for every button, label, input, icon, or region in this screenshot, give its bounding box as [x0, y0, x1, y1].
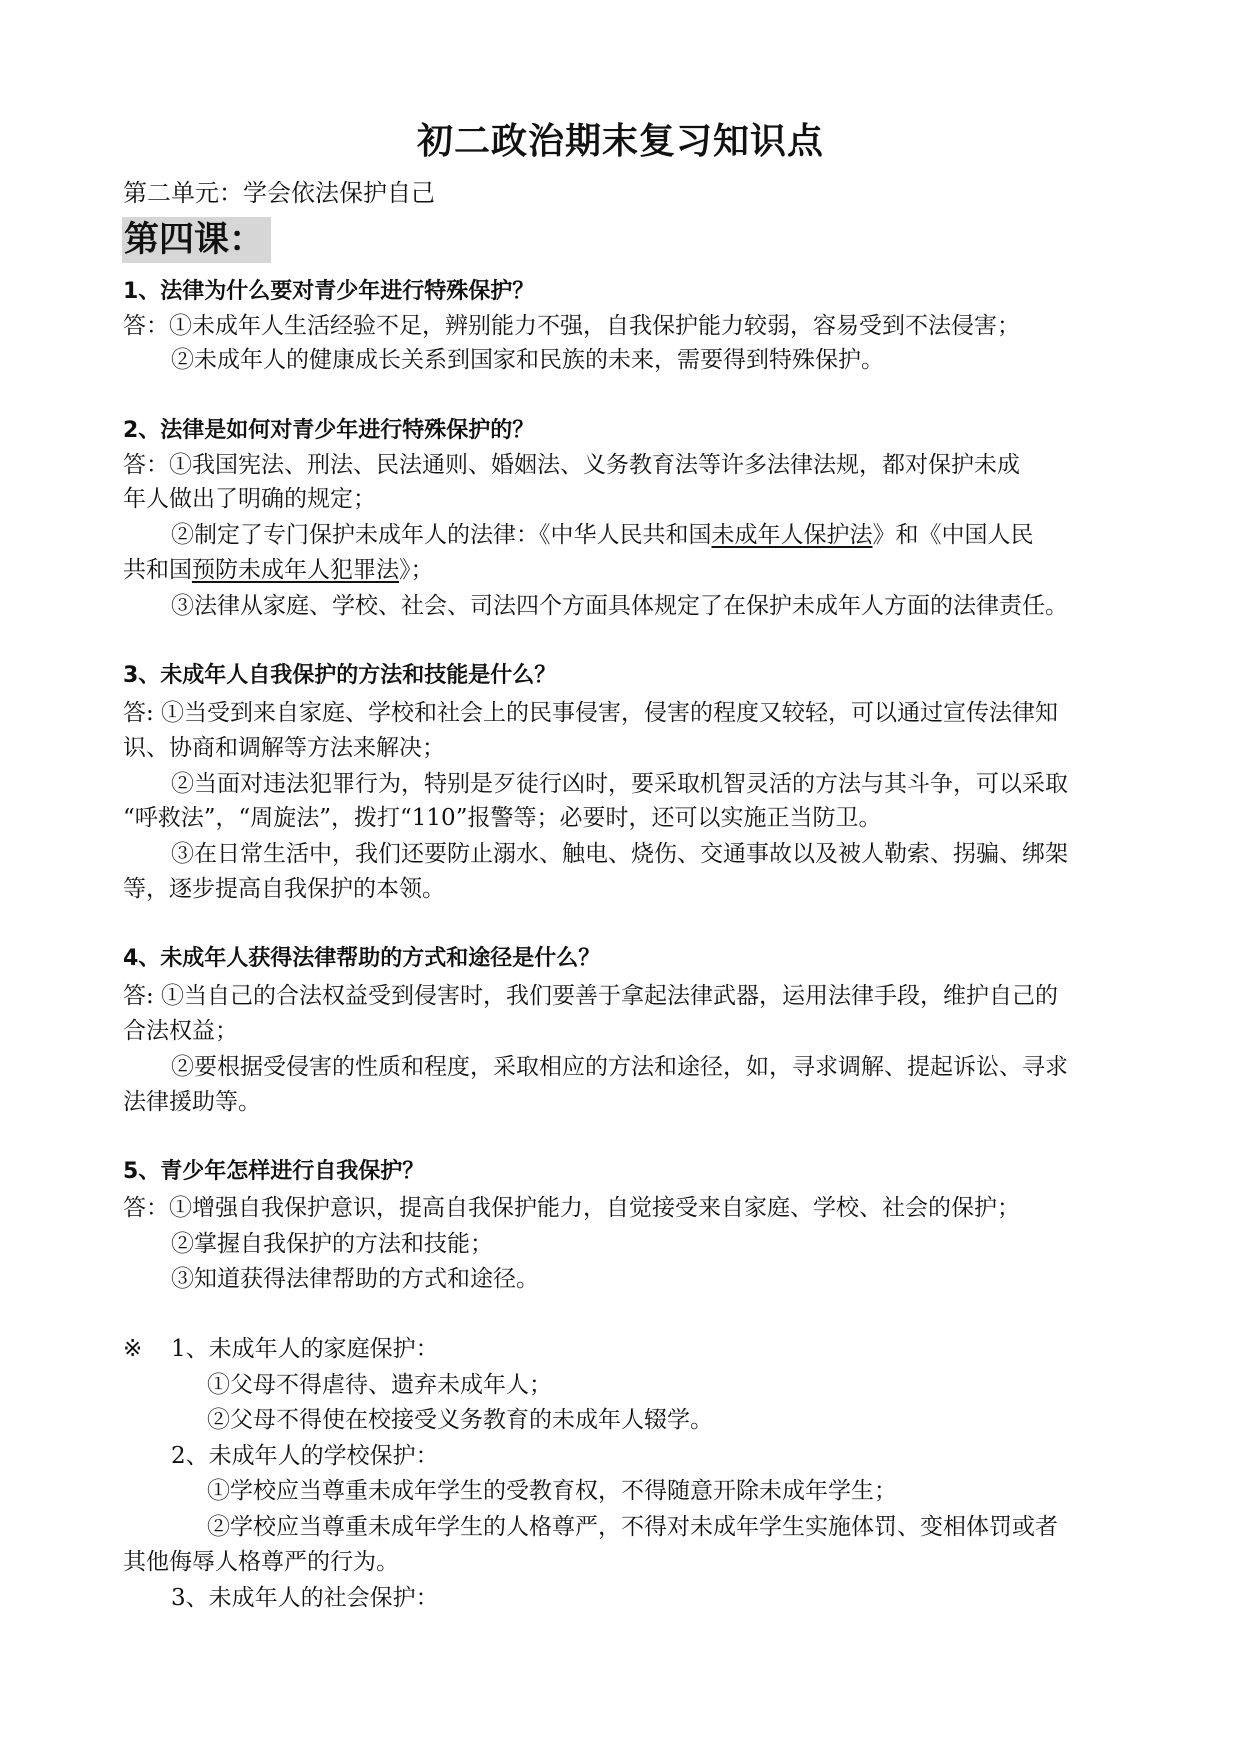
answer-1-point-1: 答：①未成年人生活经验不足，辨别能力不强，自我保护能力较弱，容易受到不法侵害；: [123, 313, 1020, 339]
answer-2-point-2-line-2: [123, 554, 434, 586]
question-2: 2、法律是如何对青少年进行特殊保护的？: [123, 418, 535, 443]
lesson-heading: 第四课：: [122, 217, 271, 263]
document-title: 初二政治期末复习知识点: [416, 121, 824, 162]
question-1: 1、法律为什么要对青少年进行特殊保护？: [123, 279, 535, 304]
answer-2-point-3: ③法律从家庭、学校、社会、司法四个方面具体规定了在保护未成年人方面的法律责任。: [171, 593, 1068, 619]
answer-1-point-2: ②未成年人的健康成长关系到国家和民族的未来，需要得到特殊保护。: [171, 347, 884, 373]
answer-2-point-2-text: ②制定了专门保护未成年人的法律：《中华人民共和国: [171, 522, 712, 548]
school-protection-title: 2、未成年人的学校保护：: [171, 1443, 439, 1469]
school-protection-item-1: ①学校应当尊重未成年学生的受教育权，不得随意开除未成年学生；: [207, 1478, 897, 1504]
school-protection-item-2-line-1: ②学校应当尊重未成年学生的人格尊严，不得对未成年学生实施体罚、变相体罚或者: [207, 1514, 1058, 1540]
answer-3-point-1-line-2: 识、协商和调解等方法来解决；: [123, 735, 445, 761]
law-name-crime-prevention: 预防未成年人犯罪法: [192, 557, 399, 583]
unit-heading: 第二单元：学会依法保护自己: [123, 179, 435, 207]
answer-4-point-2-line-1: ②要根据受侵害的性质和程度，采取相应的方法和途径，如，寻求调解、提起诉讼、寻求: [171, 1054, 1068, 1080]
question-5: 5、青少年怎样进行自我保护？: [123, 1159, 425, 1184]
answer-5-point-2: ②掌握自我保护的方法和技能；: [171, 1231, 493, 1257]
answer-3-point-3-line-2: 等，逐步提高自我保护的本领。: [123, 876, 445, 902]
answer-2-point-1-line-1: 答：①我国宪法、刑法、民法通则、婚姻法、义务教育法等许多法律法规，都对保护未成: [123, 452, 1020, 478]
answer-2-point-2-text: 共和国: [123, 557, 192, 583]
school-protection-item-2-line-2: 其他侮辱人格尊严的行为。: [123, 1549, 399, 1575]
answer-2-point-2-text: 》和《中国人民: [872, 522, 1034, 548]
answer-3-point-3-line-1: ③在日常生活中，我们还要防止溺水、触电、烧伤、交通事故以及被人勒索、拐骗、绑架: [171, 841, 1068, 867]
question-3: 3、未成年人自我保护的方法和技能是什么？: [123, 663, 557, 688]
answer-5-point-1: 答：①增强自我保护意识，提高自我保护能力，自觉接受来自家庭、学校、社会的保护；: [123, 1195, 1020, 1221]
answer-3-point-2-line-2: “呼救法”，“周旋法”，拨打“110”报警等；必要时，还可以实施正当防卫。: [123, 805, 882, 831]
answer-2-point-1-line-2: 年人做出了明确的规定；: [123, 486, 376, 512]
law-name-minor-protection: 未成年人保护法: [711, 522, 873, 548]
answer-2-point-2-text: 》；: [399, 557, 434, 583]
family-protection-item-2: ②父母不得使在校接受义务教育的未成年人辍学。: [207, 1407, 713, 1433]
answer-3-point-2-line-1: ②当面对违法犯罪行为，特别是歹徒行凶时，要采取机智灵活的方法与其斗争，可以采取: [171, 771, 1068, 797]
family-protection-title: 1、未成年人的家庭保护：: [171, 1336, 439, 1362]
answer-3-point-1-line-1: 答: ①当受到来自家庭、学校和社会上的民事侵害，侵害的程度又较轻，可以通过宣传法律知: [123, 700, 1059, 726]
answer-4-point-1-line-2: 合法权益；: [123, 1018, 238, 1044]
answer-5-point-3: ③知道获得法律帮助的方式和途径。: [171, 1266, 539, 1292]
answer-2-point-2-line-1: [171, 519, 1034, 551]
family-protection-item-1: ①父母不得虐待、遗弃未成年人；: [207, 1372, 552, 1398]
answer-4-point-1-line-1: 答: ①当自己的合法权益受到侵害时，我们要善于拿起法律武器，运用法律手段，维护自己的: [123, 983, 1059, 1009]
question-4: 4、未成年人获得法律帮助的方式和途径是什么？: [123, 946, 601, 971]
answer-4-point-2-line-2: 法律援助等。: [123, 1089, 261, 1115]
note-mark: ※: [123, 1336, 143, 1362]
society-protection-title: 3、未成年人的社会保护：: [171, 1585, 439, 1611]
